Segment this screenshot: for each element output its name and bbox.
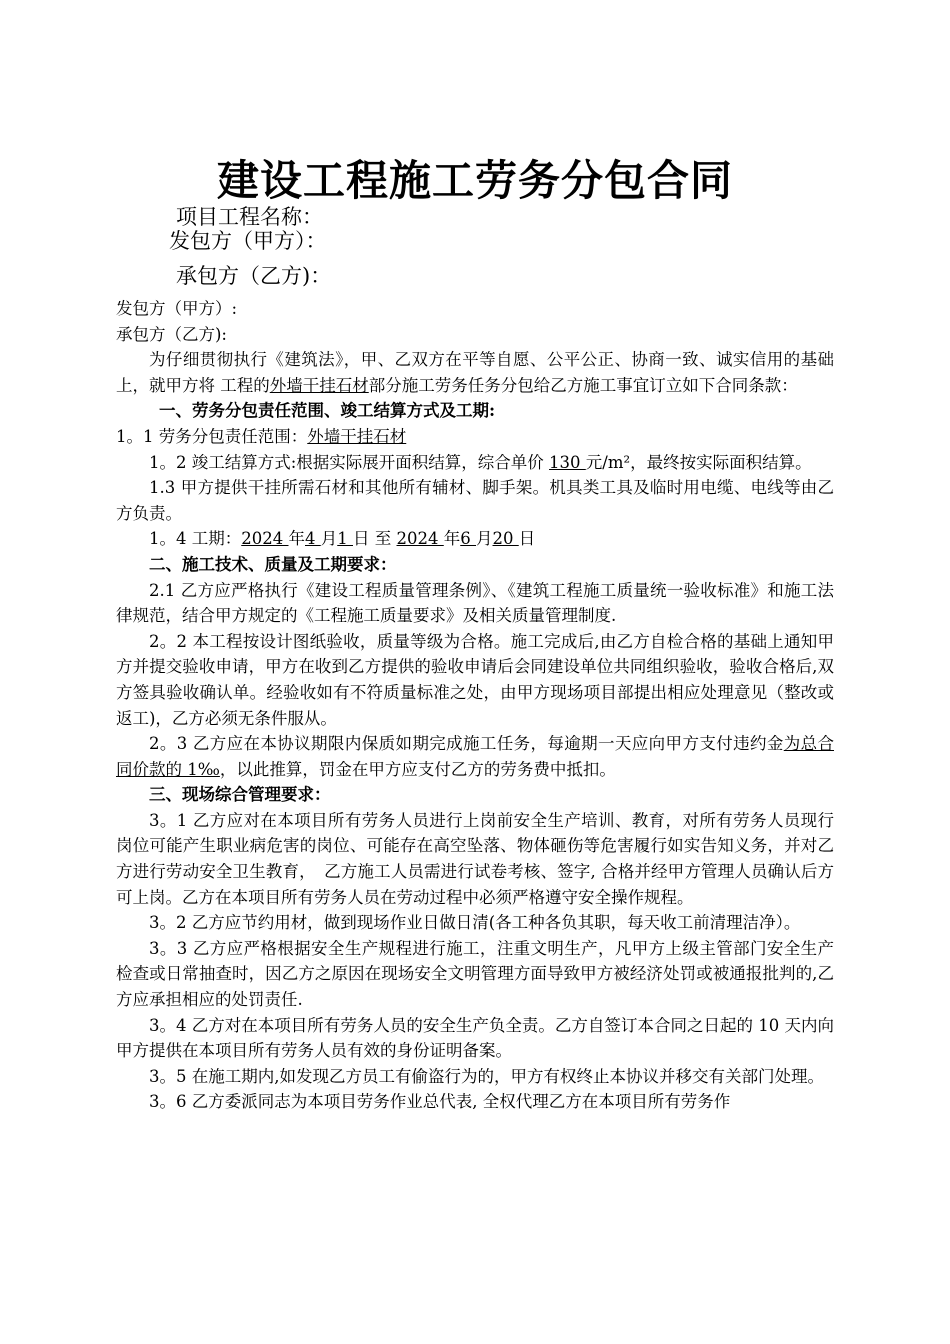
party-b-label: 承包方（乙方)： xyxy=(176,264,332,288)
document-title: 建设工程施工劳务分包合同 xyxy=(216,156,733,205)
clause-3-2: 3。2 乙方应节约用材，做到现场作业日做日清(各工种各负其职，每天收工前清理洁净）。 xyxy=(149,913,801,933)
clause-3-3: 3。3 乙方应严格根据安全生产规程进行施工，注重文明生产，凡甲方上级主管部门安全生产检查或日常抽查时，因乙方之原因在现场安全文明管理方面导致甲方被经济处罚或被通报批判的,乙方应承担相应的处罚责任. xyxy=(116,938,834,1010)
party-b-line: 承包方（乙方): xyxy=(116,324,227,344)
party-a-line: 发包方（甲方）: xyxy=(116,299,238,318)
clause-2-2: 2。2 本工程按设计图纸验收，质量等级为合格。施工完成后,由乙方自检合格的基础上通知甲方并提交验收申请，甲方在收到乙方提供的验收申请后会同建设单位共同组织验收，验收合格后,双方签具验收确认单。经验收如有不符质量标准之处，由甲方现场项目部提出相应处理意见（整改或返工)，乙方必须无条件服从。 xyxy=(116,631,834,728)
clause-2-3: 2。3 乙方应在本协议期限内保质如期完成施工任务，每逾期一天应向甲方支付违约金为总合同价款的 1‰，以此推算，罚金在甲方应支付乙方的劳务费中抵扣。 xyxy=(116,734,834,779)
intro-paragraph: 为仔细贯彻执行《建筑法》，甲、乙双方在平等自愿、公平公正、协商一致、诚实信用的基础上，就甲方将 工程的外墙干挂石材部分施工劳务任务分包给乙方施工事宜订立如下合同条款： xyxy=(116,350,834,395)
section-1-heading: 一、劳务分包责任范围、竣工结算方式及工期: xyxy=(159,401,496,421)
clause-3-6: 3。6 乙方委派同志为本项目劳务作业总代表, 全权代理乙方在本项目所有劳务作 xyxy=(149,1092,731,1112)
clause-3-4: 3。4 乙方对在本项目所有劳务人员的安全生产负全责。乙方自签订本合同之日起的 10 天内向甲方提供在本项目所有劳务人员有效的身份证明备案。 xyxy=(116,1015,834,1061)
clause-1-1: 1。1 劳务分包责任范围：外墙干挂石材 xyxy=(116,426,407,446)
party-a-label: 发包方（甲方）： xyxy=(169,229,327,253)
project-name-label: 项目工程名称： xyxy=(176,205,323,229)
contract-body xyxy=(116,296,834,1115)
section-3-heading: 三、现场综合管理要求： xyxy=(149,785,331,805)
clause-3-1: 3。1 乙方应对在本项目所有劳务人员进行上岗前安全生产培训、教育，对所有劳务人员现行岗位可能产生职业病危害的岗位、可能存在高空坠落、物体砸伤等危害履行如实告知义务，并对乙方进行劳动安全卫生教育， 乙方施工人员需进行试卷考核、签字, 合格并经甲方管理人员确认后方可上岗。乙方在本项目所有劳务人员在劳动过程中必须严格遵守安全操作规程。 xyxy=(116,810,834,907)
clause-1-4: 1。4 工期：2024 年4 月1 日 至 2024 年6 月20 日 xyxy=(149,529,536,549)
clause-3-5: 3。5 在施工期内,如发现乙方员工有偷盗行为的，甲方有权终止本协议并移交有关部门处理。 xyxy=(149,1066,824,1086)
clause-2-1: 2.1 乙方应严格执行《建设工程质量管理条例》、《建筑工程施工质量统一验收标准》和施工法律规范，结合甲方规定的《工程施工质量要求》及相关质量管理制度. xyxy=(116,580,834,626)
clause-1-3: 1.3 甲方提供干挂所需石材和其他所有辅材、脚手架。机具类工具及临时用电缆、电线等由乙方负责。 xyxy=(116,478,834,523)
clause-1-2: 1。2 竣工结算方式:根据实际展开面积结算，综合单价 130 元/m²，最终按实际面积结算。 xyxy=(149,452,812,472)
section-2-heading: 二、施工技术、质量及工期要求： xyxy=(149,554,397,574)
